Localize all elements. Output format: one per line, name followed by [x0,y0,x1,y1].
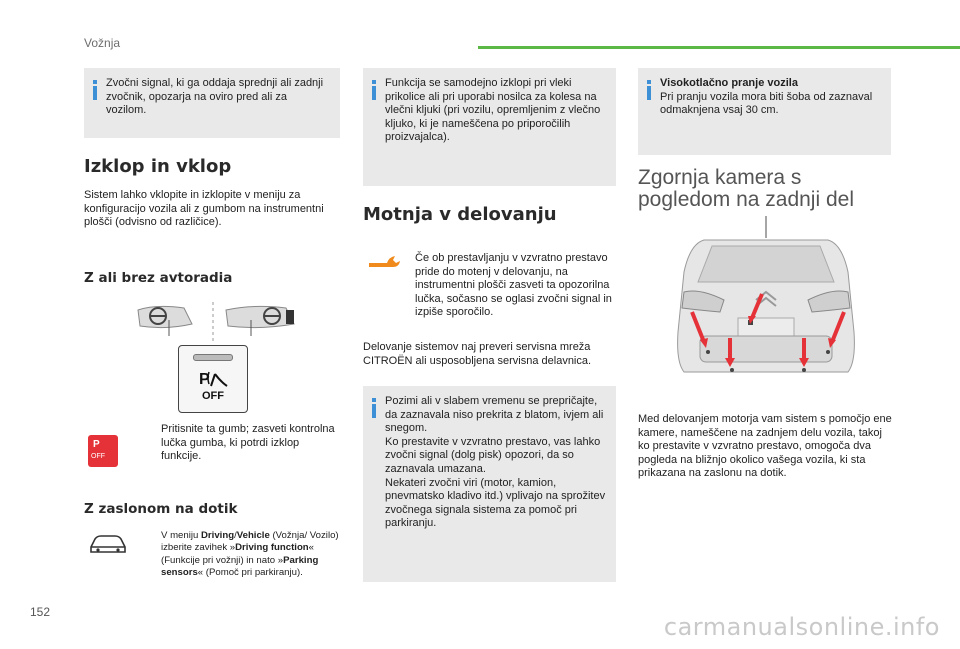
info-icon [644,80,654,100]
section-accent-bar [478,46,960,49]
info-box-towing [363,68,616,186]
watermark: carmanualsonline.info [663,613,940,641]
info-text: Funkcija se samodejno izklopi pri vleki prikolice ali pri uporabi nosilca za kolesa na vlečni kljuki (pri vozilu, opremljenim z vlečno kljuko, ki je nameščena po priporočilih proizvajalca). [385,77,601,144]
heading-malfunction: Motnja v delovanju [363,204,557,225]
info-title: Visokotlačno pranje vozila [660,77,798,89]
park-sensor-icon [197,368,231,390]
paragraph-off-on: Sistem lahko vklopite in izklopite v meniju za konfiguracijo vozila ali z gumbom na instrumentni plošči (odvisno od različice). [84,189,324,229]
info-icon [90,80,100,100]
bullet-press-button: Pritisnite ta gumb; zasveti kontrolna lučka gumba, ki potrdi izklop funkcije. [161,423,335,463]
red-button-off-label: OFF [91,453,105,460]
info-body: Pri pranju vozila mora biti šoba od zaznaval odmaknjena vsaj 30 cm. [660,90,873,117]
red-park-sensor-icon: P OFF [88,435,118,467]
info-text: Pozimi ali v slabem vremenu se prepričajte, da zaznavala niso prekrita z blatom, ivjem ali snegom. Ko prestavite v vzvratno prestavo, vas lahko zvočni signal (dolg pisk) opozori, da so zaznavala umazana. Nekateri zvočni viri (motor, kamion, pnevmatsko kladivo itd.) vplivajo na sprožitev zvočnega signala sistema za pomoč pri parkiranju. [385,395,606,530]
heading-rear-camera: Zgornja kamera s pogledom na zadnji del [638,166,854,211]
paragraph-warning-lamp: Če ob prestavljanju v vzvratno prestavo pride do motenj v delovanju, na instrumentni plošči zasveti ta opozorilna lučka, sočasno se oglasi zvočni signal in izpiše sporočilo. [415,252,612,319]
paragraph-rear-camera: Med delovanjem motorja vam sistem s pomočjo ene kamere, nameščene na zadnjem delu vozila, takoj ko prestavite v vzvratno prestavo, omogoča dva pogleda na bližnjo okolico vašega vozila, ki sta prikazana na zaslonu na dotik. [638,413,892,480]
info-box-pressure-wash [638,68,891,155]
paragraph-service: Delovanje sistemov naj preveri servisna mreža CITROËN ali usposobljena servisna delavnica. [363,341,592,367]
info-text [660,77,881,118]
park-sensor-off-button [178,345,248,413]
page-number: 152 [30,605,51,619]
bullet-touchscreen: V meniju Driving/Vehicle (Vožnja/ Vozilo) izberite zavihek »Driving function« (Funkcije pri vožnji) in nato »Parking sensors« (Pomoč pri parkiranju). [161,530,339,579]
info-text: Zvočni signal, ki ga oddaja sprednji ali zadnji zvočnik, opozarja na oviro pred ali za vozilom. [106,77,324,117]
info-box-winter [363,386,616,582]
car-icon [87,533,129,555]
section-title: Vožnja [84,36,121,50]
info-icon [369,80,379,100]
subheading-radio: Z ali brez avtoradia [84,270,233,286]
dashboard-illustration [136,300,296,344]
info-icon [369,398,379,418]
svg-text:P: P [199,371,210,388]
button-off-label: OFF [202,390,224,402]
heading-off-on: Izklop in vklop [84,156,232,177]
wrench-warning-icon [367,253,401,269]
car-rear-illustration [664,212,868,390]
info-box-sound-signal [84,68,340,138]
subheading-touchscreen: Z zaslonom na dotik [84,501,238,517]
